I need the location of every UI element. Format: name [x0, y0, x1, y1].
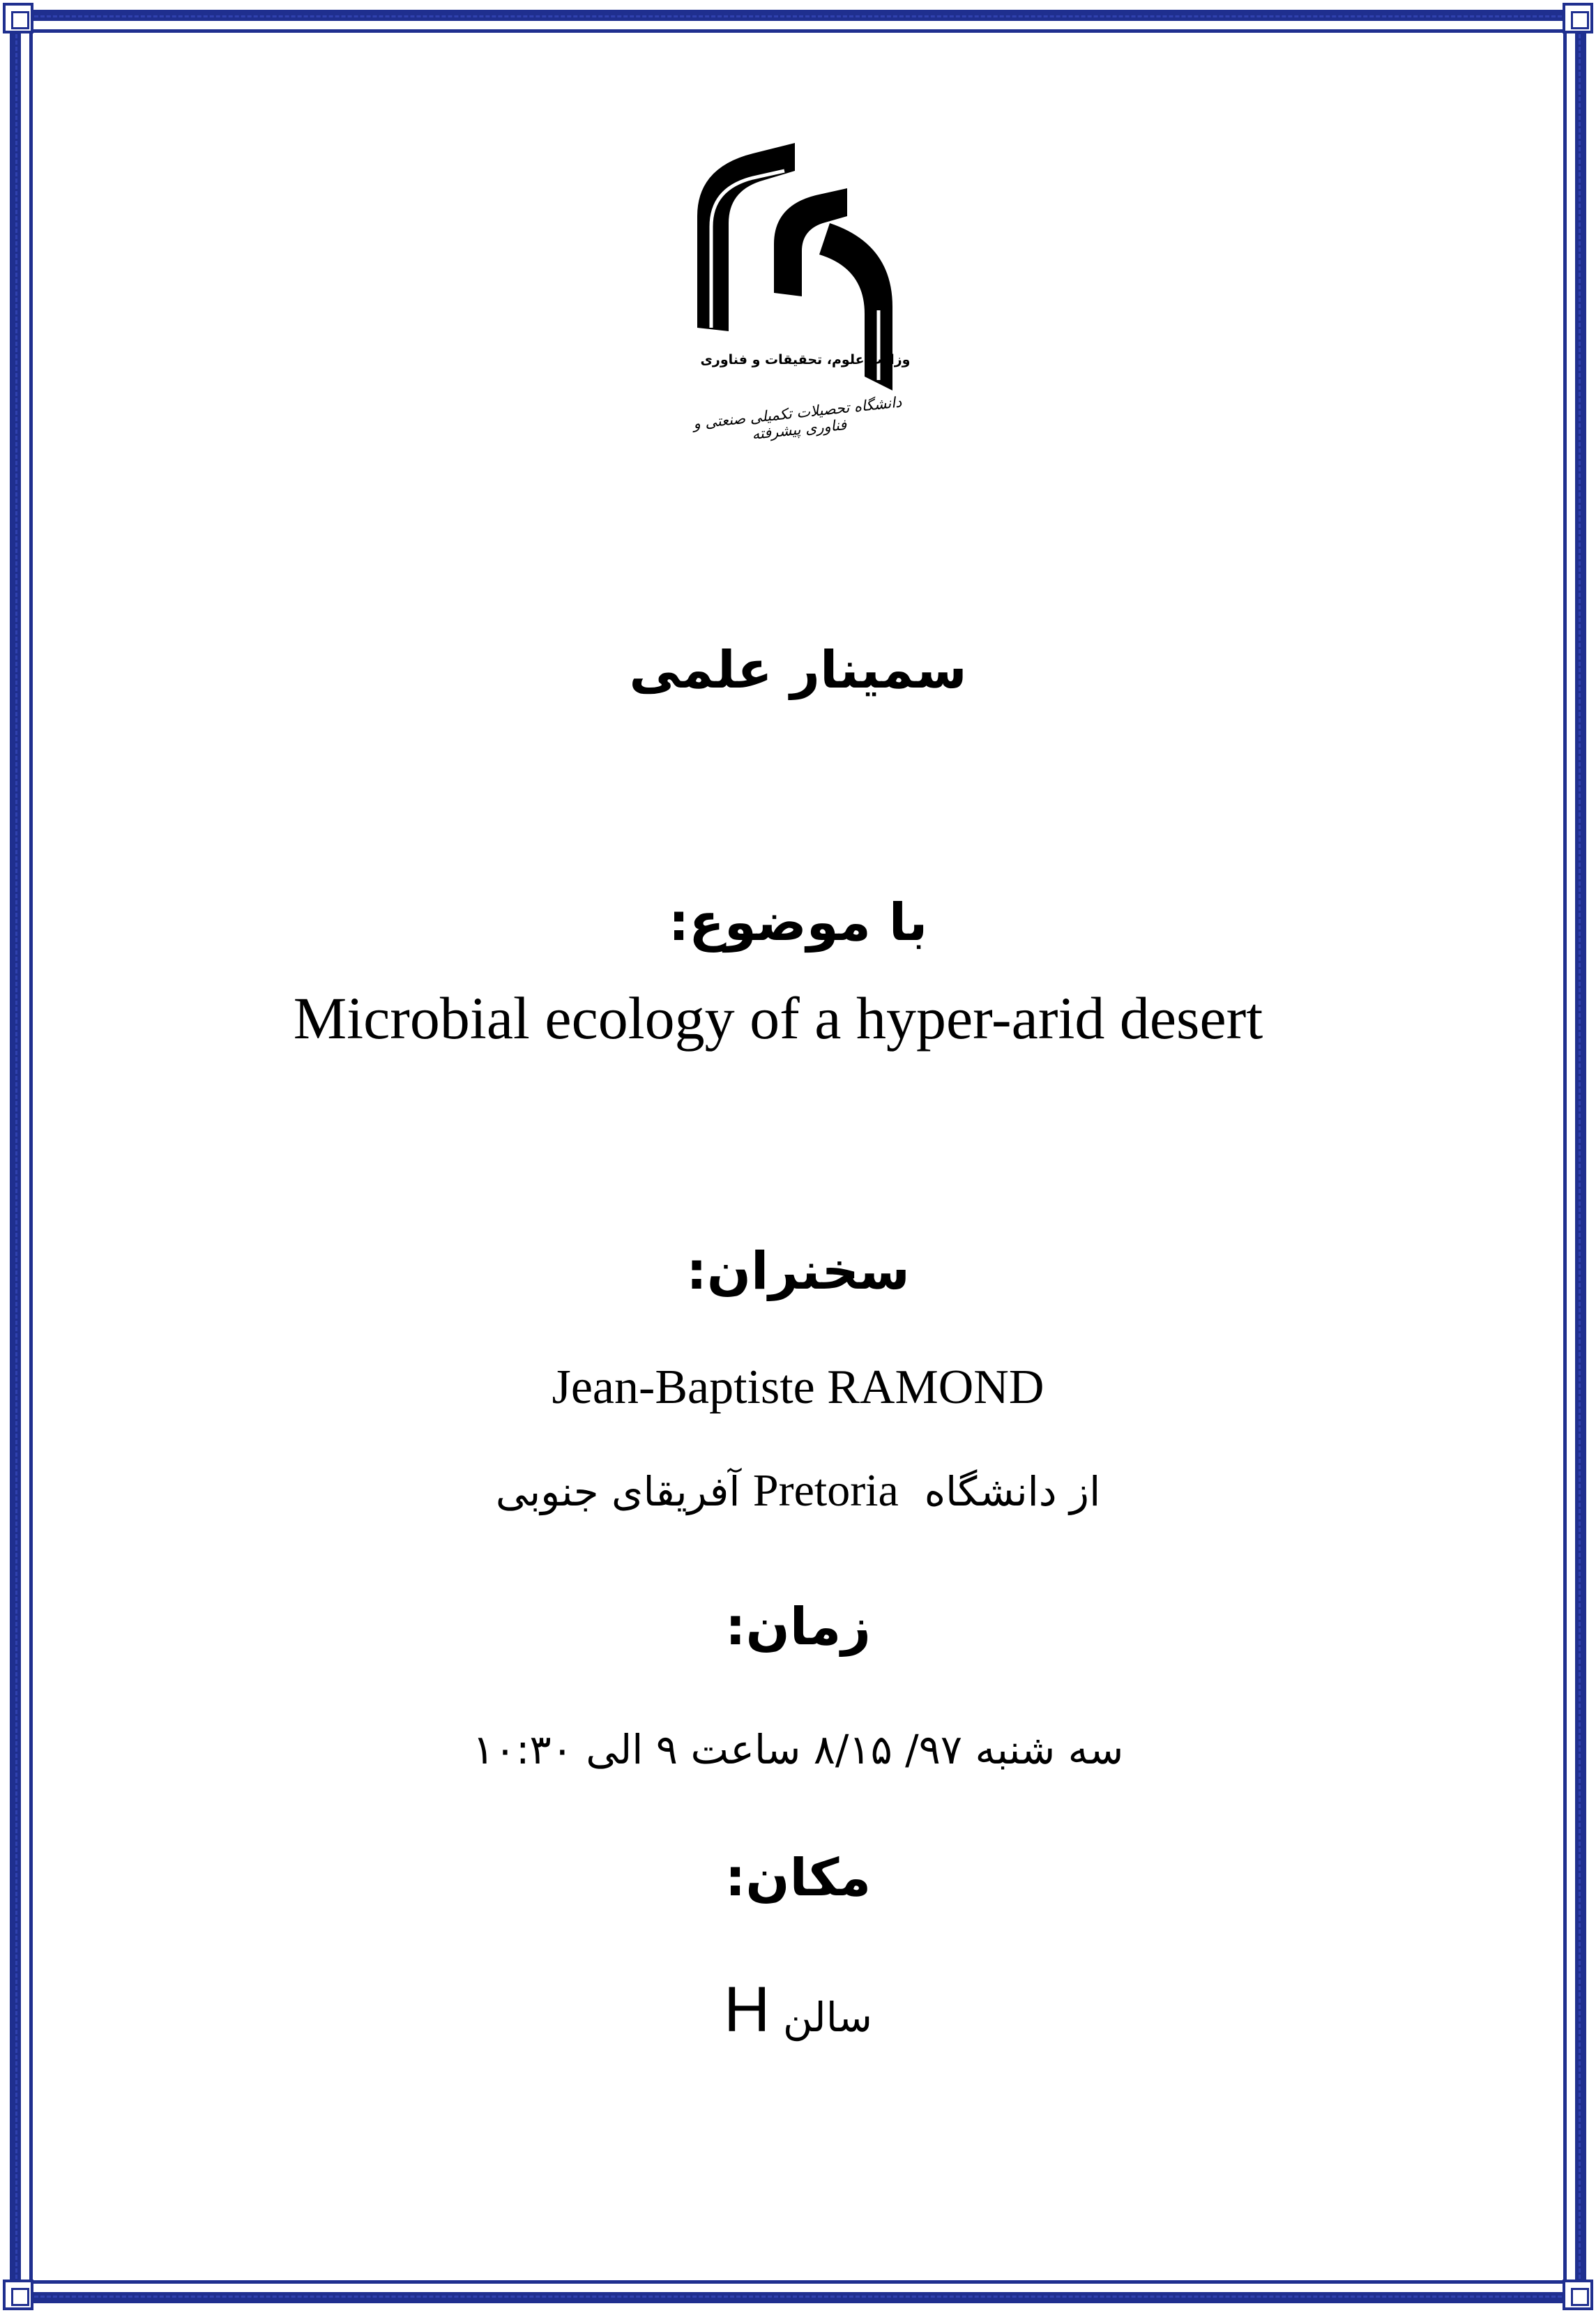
speaker-name: Jean-Baptiste RAMOND [552, 1360, 1044, 1414]
speaker-heading: سخنران: [686, 1241, 910, 1301]
place-value [0, 1973, 1596, 2047]
affiliation-country: آفریقای جنوبی [495, 1468, 740, 1515]
subject-value: Microbial ecology of a hyper-arid desert [293, 985, 1263, 1052]
place-heading: مکان: [724, 1848, 872, 1908]
affiliation-prefix: از دانشگاه [924, 1468, 1101, 1515]
hall-word: سالن [782, 1994, 872, 2041]
time-heading: زمان: [725, 1597, 871, 1657]
affiliation-university: Pretoria [752, 1465, 899, 1516]
speaker-affiliation [0, 1464, 1596, 1517]
time-value: سه شنبه ۹۷/ ۸/۱۵ ساعت ۹ الی ۱۰:۳۰ [472, 1726, 1124, 1773]
corner-ornament [1563, 2280, 1593, 2310]
corner-ornament [1563, 3, 1593, 33]
corner-ornament [3, 2280, 33, 2310]
logo-ministry-text: وزارت علوم، تحقیقات و فناوری [700, 352, 911, 367]
hall-letter: H [724, 1974, 770, 2045]
page-title: سمینار علمی [629, 640, 967, 700]
logo-university-text: دانشگاه تحصیلات تکمیلی صنعتی و فناوری پیشرفته [692, 393, 903, 443]
corner-ornament [3, 3, 33, 33]
subject-heading: با موضوع: [668, 893, 928, 953]
